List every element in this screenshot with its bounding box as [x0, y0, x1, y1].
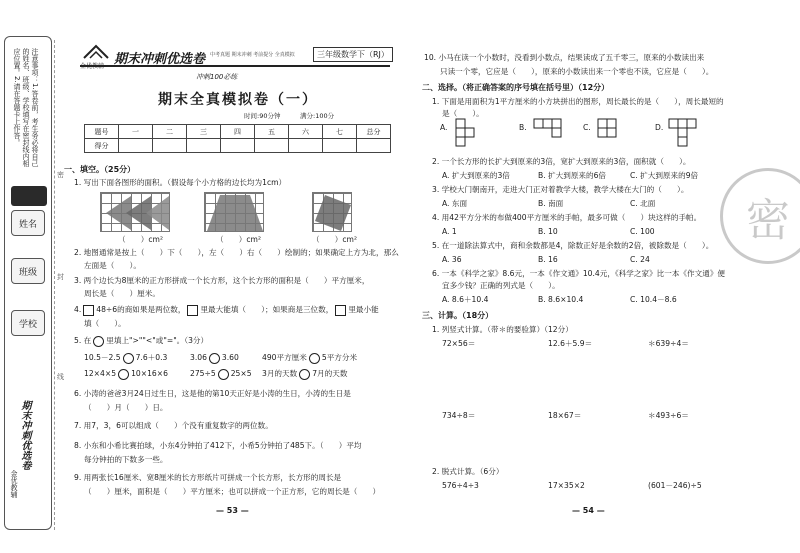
page-number-left: — 53 —: [216, 506, 249, 515]
score-input[interactable]: [357, 139, 391, 153]
calc-item: ＊493÷6＝: [648, 411, 689, 420]
calc-item: 17×35×2: [548, 481, 585, 490]
choice-6-line-1: 6. 一本《科学之家》8.6元，一本《作文通》10.4元，《科学之家》比一本《作文通》便: [432, 269, 726, 278]
choice-2-option-c[interactable]: C. 扩大到原来的9倍: [630, 171, 699, 180]
question-5: [74, 335, 208, 347]
compare-item: [262, 368, 347, 380]
question-4-number: 4.: [74, 305, 82, 314]
calc-1-heading: 1. 列竖式计算。（带＊的要验算）（12分）: [432, 325, 573, 334]
compare-item: [190, 368, 252, 380]
compare-right: 7.6＋0.3: [135, 353, 168, 362]
name-field[interactable]: [11, 210, 45, 236]
calc-item: 576÷4÷3: [442, 481, 479, 490]
area-answer-1[interactable]: （ ）cm²: [118, 235, 163, 244]
question-9-line-2: （ ）厘米，面积是（ ）平方厘米；也可以拼成一个正方形，它的周长是（ ）: [84, 487, 381, 496]
sidebar-brand-sub: 金优教辅: [10, 470, 18, 498]
score-table-cell: 二: [153, 125, 187, 139]
choice-1-option-c-label[interactable]: C.: [583, 123, 591, 132]
choice-4-option-c[interactable]: C. 100: [630, 227, 655, 236]
compare-item: [190, 352, 239, 364]
section-2-heading: 二、选择。（将正确答案的序号填在括号里）（12分）: [422, 83, 610, 92]
calc-item: 18×67＝: [548, 411, 582, 420]
area-figure-1: [100, 192, 170, 232]
question-4-text: 48÷6的商如果是两位数，: [96, 305, 186, 314]
question-1: 1. 写出下面各图形的面积。（假设每个小方格的边长均为1cm）: [74, 178, 287, 187]
calc-item: 12.6＋5.9＝: [548, 339, 593, 348]
choice-1-option-d-label[interactable]: D.: [655, 123, 664, 132]
area-answer-3[interactable]: （ ）cm²: [312, 235, 357, 244]
header-brand: 期末冲刺优选卷: [114, 52, 206, 67]
choice-3-option-b[interactable]: B. 南面: [538, 199, 564, 208]
compare-circle[interactable]: [218, 369, 229, 380]
score-table-cell: 六: [289, 125, 323, 139]
compare-circle[interactable]: [93, 336, 104, 347]
choice-3-option-a[interactable]: A. 东面: [442, 199, 468, 208]
page-title: 期末全真模拟卷（一）: [158, 92, 318, 108]
score-table-row-label: 得分: [85, 139, 119, 153]
seal-line-char-3: 线: [57, 373, 64, 381]
question-7: 7. 用7，3，6可以组成（ ）个没有重复数字的两位数。: [74, 421, 273, 430]
choice-5-option-a[interactable]: A. 36: [442, 255, 462, 264]
calc-item: 734÷8＝: [442, 411, 476, 420]
calc-item: 72×56＝: [442, 339, 476, 348]
compare-circle[interactable]: [299, 369, 310, 380]
question-5-text: 5. 在: [74, 336, 92, 345]
question-10-line-1: 10. 小马在读一个小数时，没看到小数点，结果读成了五千零三，原来的小数读出来: [424, 53, 705, 62]
seal-line-char-1: 密: [57, 171, 64, 179]
choice-1-option-c-figure: [597, 118, 617, 142]
choice-1-line-1: 1. 下面是用面积为1平方厘米的小方块拼出的图形，周长最长的是（ ），周长最短的: [432, 97, 724, 106]
question-2-line-2: 左面是（ ）。: [84, 261, 141, 270]
compare-right: 3.60: [221, 353, 239, 362]
score-table-score-row: [85, 139, 391, 153]
choice-1-option-b-figure: [533, 118, 563, 142]
area-figure-3: [312, 192, 352, 232]
sidebar-brand: 期末冲刺优选卷: [19, 400, 30, 470]
seal-char: 密: [746, 195, 790, 246]
school-field[interactable]: [11, 310, 45, 336]
question-3-line-1: 3. 两个边长为8厘米的正方形拼成一个长方形，这个长方形的面积是（ ）平方厘米，: [74, 276, 370, 285]
header-brand-sub: 金优教辅: [80, 63, 105, 70]
choice-1-option-a-figure: [455, 118, 475, 152]
question-6-line-1: 6. 小涛的爸爸3月24日过生日，这是他的第10天正好是小涛的生日，小涛的生日是: [74, 389, 351, 398]
calc-item: ＊639÷4＝: [648, 339, 689, 348]
compare-left: 3.06: [190, 353, 207, 362]
choice-1-option-b-label[interactable]: B.: [519, 123, 527, 132]
school-label: 学校: [18, 319, 37, 330]
notice-text: 注意事项：1.答卷前，考生务必将自己的姓名、班级、学校填写在密封线内相应位置。2.请在答题卡上作答。: [13, 48, 39, 167]
score-input[interactable]: [255, 139, 289, 153]
choice-2: 2. 一个长方形的长扩大到原来的3倍，宽扩大到原来的3倍，面积就（ ）。: [432, 157, 691, 166]
seal-line-char-2: 封: [57, 273, 64, 281]
score-input[interactable]: [289, 139, 323, 153]
section-1-heading: 一、填空。（25分）: [64, 165, 136, 174]
header-subtitle: 冲刺100必练: [196, 73, 238, 81]
class-field[interactable]: [11, 258, 45, 284]
compare-right: 5平方分米: [321, 353, 358, 362]
blank-box[interactable]: [83, 305, 94, 316]
area-answer-2[interactable]: （ ）cm²: [216, 235, 261, 244]
header-tagline: 中考真题 期末冲刺 考前提分 全真模拟: [210, 52, 295, 58]
area-figure-2: [204, 192, 264, 232]
choice-5: 5. 在一道除法算式中，商和余数都是4，除数正好是余数的2倍，被除数是（ ）。: [432, 241, 714, 250]
page-number-right: — 54 —: [572, 506, 605, 515]
choice-1-option-a-label[interactable]: A.: [440, 123, 448, 132]
choice-2-option-b[interactable]: B. 扩大到原来的6倍: [538, 171, 607, 180]
choice-5-option-c[interactable]: C. 24: [630, 255, 650, 264]
question-8-line-2: 每分钟拍的下数多一些。: [84, 455, 168, 464]
choice-6-option-a[interactable]: A. 8.6＋10.4: [442, 295, 489, 304]
blank-box[interactable]: [335, 305, 346, 316]
question-3-line-2: 周长是（ ）厘米。: [84, 289, 160, 298]
choice-1-line-2: 是（ ）。: [442, 109, 484, 118]
choice-3-option-c[interactable]: C. 北面: [630, 199, 656, 208]
blank-box[interactable]: [187, 305, 198, 316]
compare-left: 275÷5: [190, 369, 216, 378]
choice-4-option-a[interactable]: A. 1: [442, 227, 457, 236]
choice-6-option-b[interactable]: B. 8.6×10.4: [538, 295, 584, 304]
compare-right: 7月的天数: [312, 369, 348, 378]
name-label: 姓名: [18, 219, 37, 230]
compare-left: 3月的天数: [262, 369, 298, 378]
question-5-text-2: 里填上">""<"或"="。（3分）: [106, 336, 209, 345]
score-table-cell: 七: [323, 125, 357, 139]
choice-6-line-2: 宜多少钱？正确的列式是（ ）。: [442, 281, 560, 290]
choice-1-option-d-figure: [668, 118, 698, 152]
choice-6-option-c[interactable]: C. 10.4－8.6: [630, 295, 677, 304]
compare-item: [84, 368, 168, 380]
compare-right: 10×16×6: [131, 369, 168, 378]
grade-label: 三年级数学下（RJ）: [313, 47, 393, 62]
compare-circle[interactable]: [118, 369, 129, 380]
choice-3: 3. 学校大门朝南开，走进大门正对着教学大楼，教学大楼在大门的（ ）。: [432, 185, 689, 194]
compare-left: 10.5－2.5: [84, 353, 121, 362]
question-8-line-1: 8. 小东和小希比赛拍球，小东4分钟拍了412下，小希5分钟拍了485下。（ ）平均: [74, 441, 362, 450]
header-rule: [80, 65, 390, 67]
compare-circle[interactable]: [309, 353, 320, 364]
question-10-line-2: 只读一个零，它应是（ ），原来的小数读出来一个零也不读，它应是（ ）。: [440, 67, 714, 76]
compare-left: 12×4×5: [84, 369, 117, 378]
choice-4: 4. 用42平方分米的布做400平方厘米的手帕，最多可做（ ）块这样的手帕。: [432, 213, 702, 222]
score-input[interactable]: [153, 139, 187, 153]
question-2-line-1: 2. 地图通常是按上（ ）下（ ），左（ ）右（ ）绘制的；如果确定上方为北，那么: [74, 248, 399, 257]
question-4-line-1: [74, 304, 379, 316]
question-6-line-2: （ ）月（ ）日。: [84, 403, 168, 412]
score-table-cell: 一: [119, 125, 153, 139]
question-4-line-2: 填（ ）。: [84, 319, 126, 328]
compare-circle[interactable]: [123, 353, 134, 364]
confidential-seal: [720, 168, 800, 264]
score-table-cell: 五: [255, 125, 289, 139]
seal-line: [54, 40, 55, 530]
compare-circle[interactable]: [209, 353, 220, 364]
compare-left: 490平方厘米: [262, 353, 307, 362]
choice-5-option-b[interactable]: B. 16: [538, 255, 558, 264]
sidebar-logo: [11, 186, 47, 206]
score-input[interactable]: [221, 139, 255, 153]
choice-2-option-a[interactable]: A. 扩大到原来的3倍: [442, 171, 510, 180]
score-table-cell: 三: [187, 125, 221, 139]
class-label: 班级: [18, 267, 37, 278]
choice-4-option-b[interactable]: B. 10: [538, 227, 558, 236]
question-4-text-3: 里最小能: [348, 305, 379, 314]
brand-logo-icon: [82, 44, 110, 60]
calc-item: (601－246)÷5: [648, 481, 702, 490]
compare-right: 25×5: [230, 369, 252, 378]
score-table-cell: 四: [221, 125, 255, 139]
score-table-cell: 总分: [357, 125, 391, 139]
score-input[interactable]: [323, 139, 357, 153]
score-table-cell: 题号: [85, 125, 119, 139]
compare-item: [84, 352, 167, 364]
score-table-header-row: [85, 125, 391, 139]
question-9-line-1: 9. 用两张长16厘米、宽8厘米的长方形纸片可拼成一个长方形，长方形的周长是: [74, 473, 342, 482]
question-4-text-2: 里最大能填（ ）；如果商是三位数，: [200, 305, 334, 314]
score-input[interactable]: [119, 139, 153, 153]
score-table: [84, 124, 391, 153]
section-3-heading: 三、计算。（18分）: [422, 311, 494, 320]
exam-score: 满分:100分: [300, 112, 335, 120]
exam-time: 时间:90分钟: [244, 112, 281, 120]
score-input[interactable]: [187, 139, 221, 153]
calc-2-heading: 2. 脱式计算。（6分）: [432, 467, 504, 476]
compare-item: [262, 352, 357, 364]
